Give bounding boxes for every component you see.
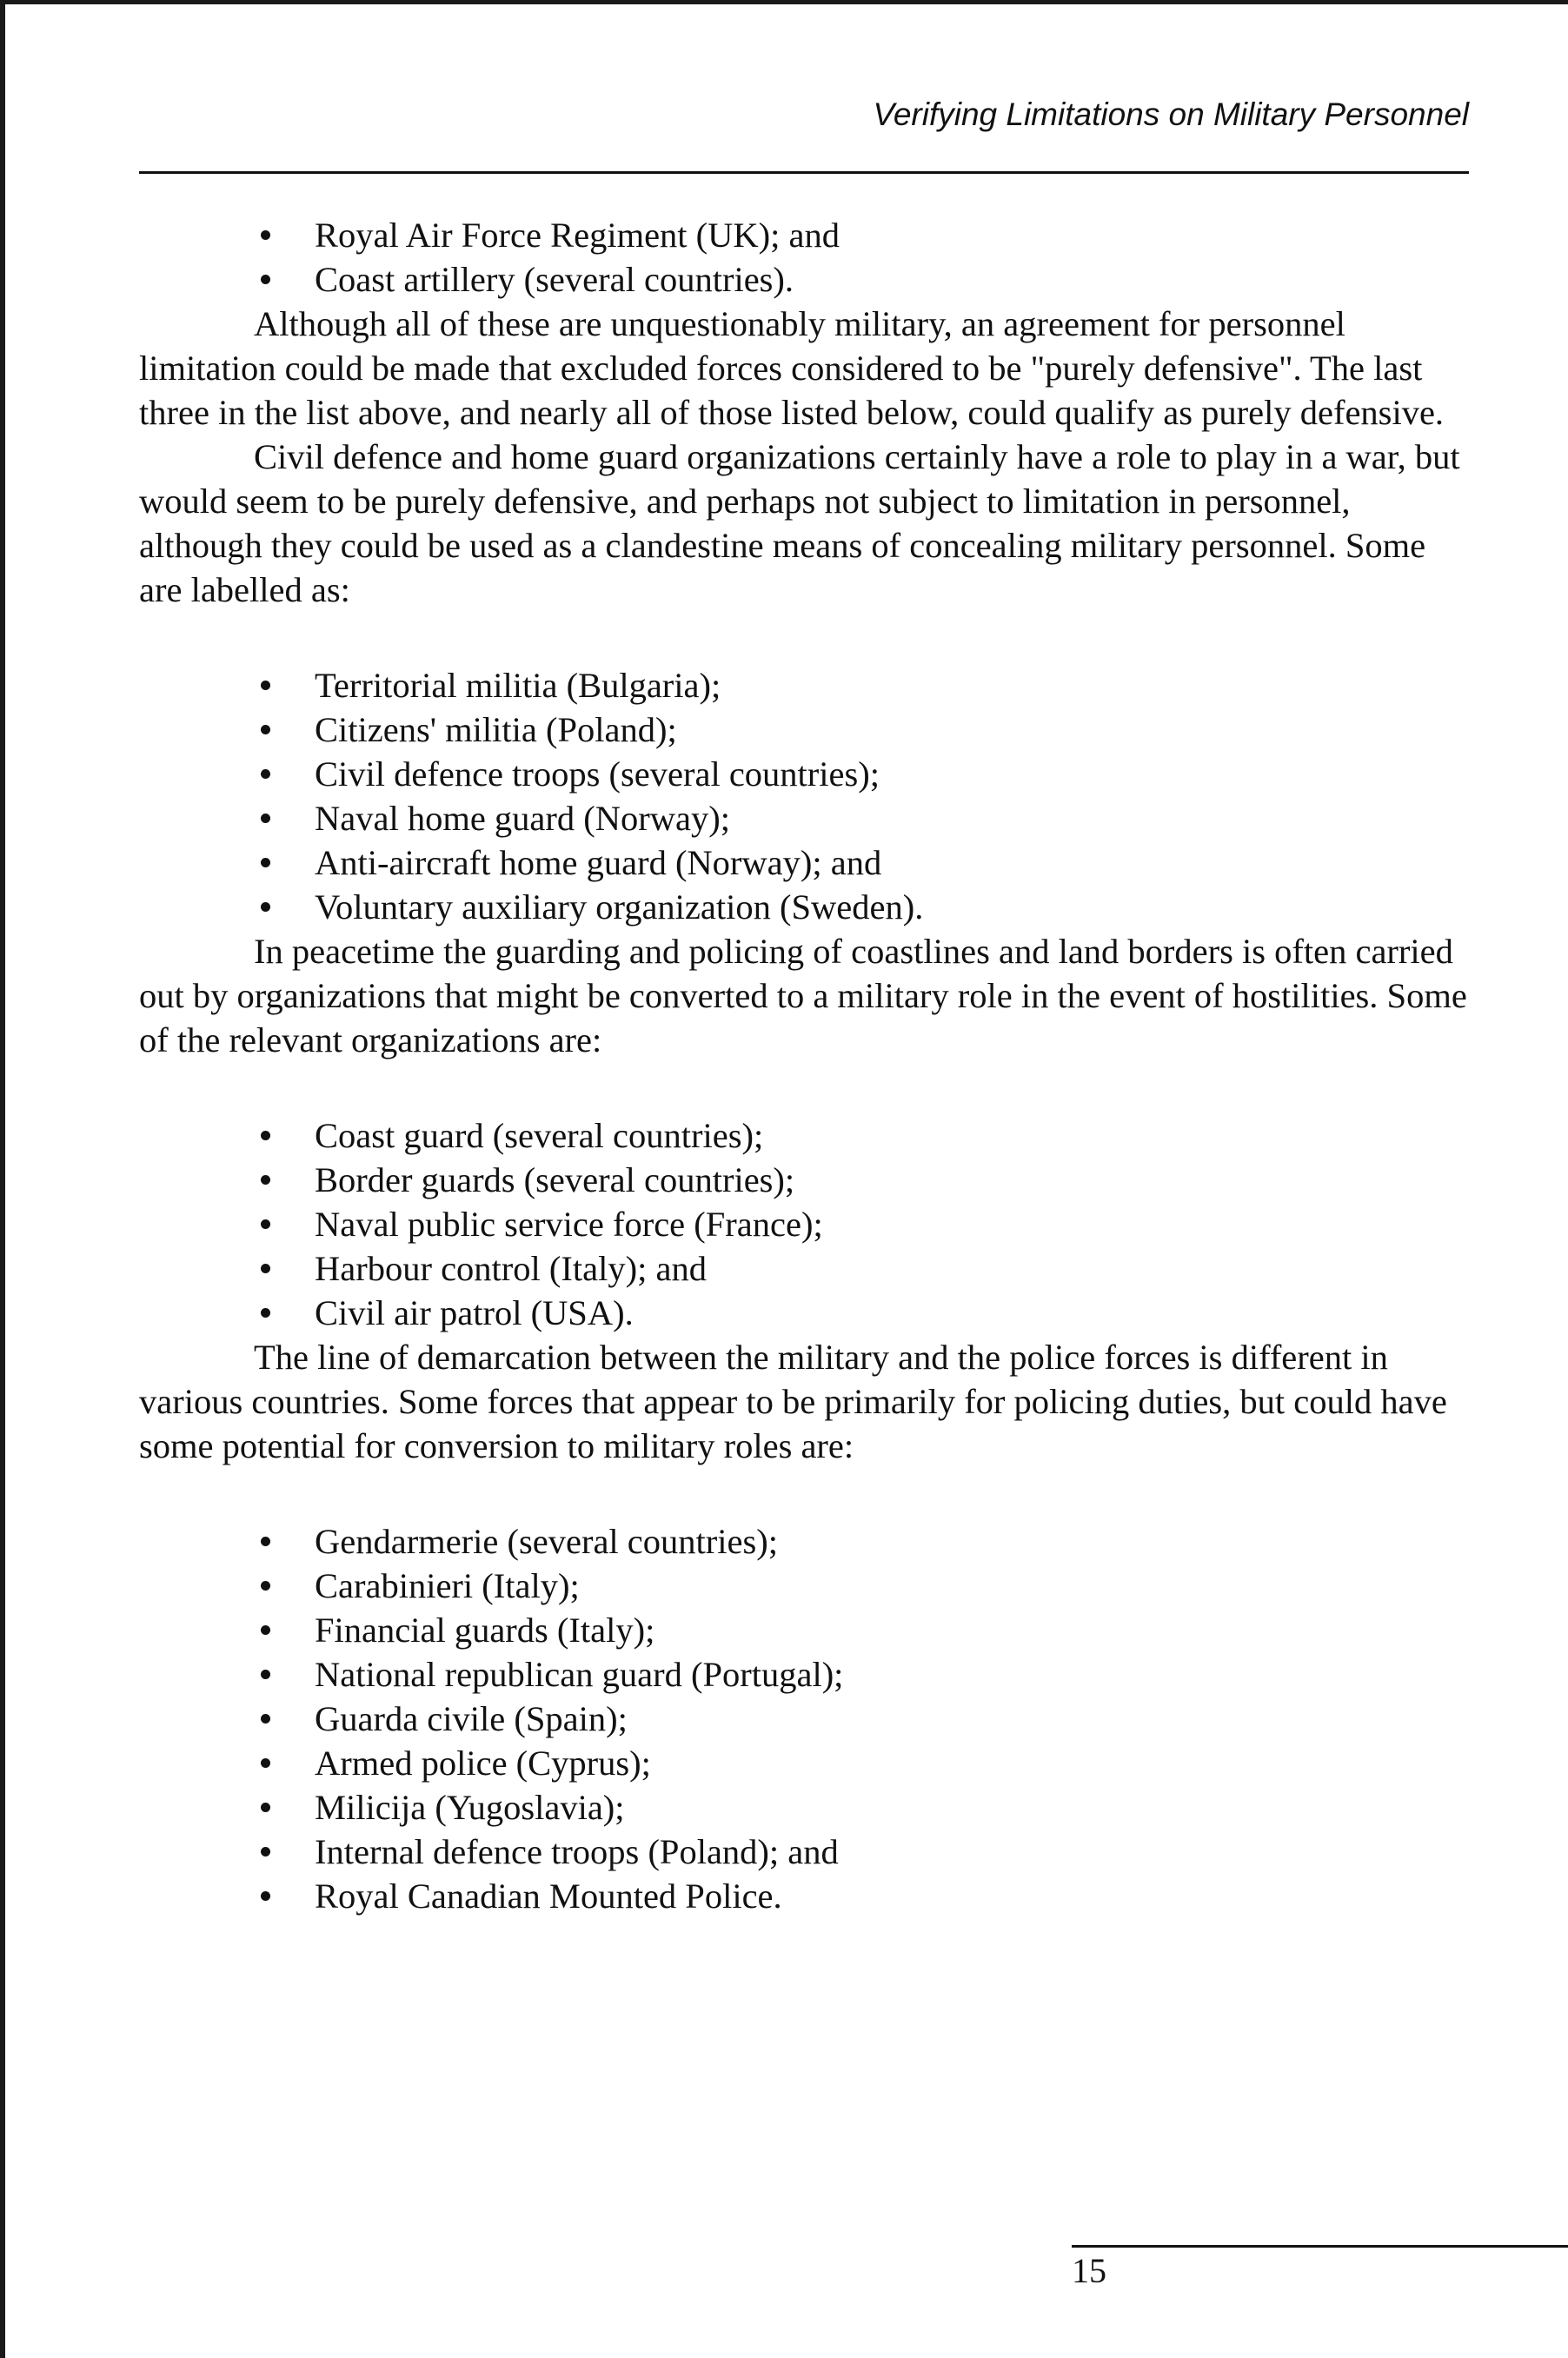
list-item: Royal Canadian Mounted Police.: [139, 1874, 1469, 1918]
paragraph-coastlines-borders: In peacetime the guarding and policing of coastlines and land borders is often carried out by organizations that might be converted to a military role in the event of hostilities. Some of the relevant organizations are:: [139, 932, 1467, 1059]
paragraph-purely-defensive: Although all of these are unquestionably military, an agreement for personnel limitation could be made that excluded forces considered to be "purely defensive". The last three in the list above, and nearly all of those listed below, could qualify as purely defensive.: [139, 304, 1445, 432]
list-item: Civil defence troops (several countries);: [139, 752, 1469, 796]
bullet-list-forces-continued: [139, 213, 1469, 302]
list-item: Border guards (several countries);: [139, 1158, 1469, 1202]
list-item: Civil air patrol (USA).: [139, 1291, 1469, 1335]
header-rule: [139, 171, 1469, 174]
page-body: [139, 213, 1469, 1918]
bullet-list-civil-defence: [139, 663, 1469, 929]
list-item: Naval public service force (France);: [139, 1202, 1469, 1246]
list-item: National republican guard (Portugal);: [139, 1652, 1469, 1697]
bullet-list-border-organizations: [139, 1113, 1469, 1335]
list-item: Milicija (Yugoslavia);: [139, 1785, 1469, 1830]
footer-rule: [1072, 2245, 1568, 2248]
scan-border-top: [0, 0, 1568, 4]
list-item: Coast artillery (several countries).: [139, 257, 1469, 302]
list-item: Territorial militia (Bulgaria);: [139, 663, 1469, 707]
list-item: Internal defence troops (Poland); and: [139, 1830, 1469, 1874]
bullet-list-police-forces: [139, 1519, 1469, 1918]
list-item: Armed police (Cyprus);: [139, 1741, 1469, 1785]
paragraph-police-forces: The line of demarcation between the military and the police forces is different in various countries. Some forces that appear to be primarily for policing duties, but could have some potential for conversion to military roles are:: [139, 1338, 1447, 1465]
page-number: 15: [1072, 2251, 1106, 2290]
running-header: Verifying Limitations on Military Personnel: [873, 96, 1469, 132]
list-item: Royal Air Force Regiment (UK); and: [139, 213, 1469, 257]
list-item: Guarda civile (Spain);: [139, 1697, 1469, 1741]
list-item: Coast guard (several countries);: [139, 1113, 1469, 1158]
list-item: Voluntary auxiliary organization (Sweden).: [139, 885, 1469, 929]
paragraph-civil-defence: Civil defence and home guard organizations certainly have a role to play in a war, but would seem to be purely defensive, and perhaps not subject to limitation in personnel, although they could be used as a clandestine means of concealing military personnel. Some are labelled as:: [139, 437, 1460, 609]
list-item: Gendarmerie (several countries);: [139, 1519, 1469, 1564]
scan-border-left: [0, 0, 5, 2358]
list-item: Carabinieri (Italy);: [139, 1564, 1469, 1608]
list-item: Citizens' militia (Poland);: [139, 707, 1469, 752]
list-item: Financial guards (Italy);: [139, 1608, 1469, 1652]
list-item: Anti-aircraft home guard (Norway); and: [139, 840, 1469, 885]
list-item: Naval home guard (Norway);: [139, 796, 1469, 840]
list-item: Harbour control (Italy); and: [139, 1246, 1469, 1291]
